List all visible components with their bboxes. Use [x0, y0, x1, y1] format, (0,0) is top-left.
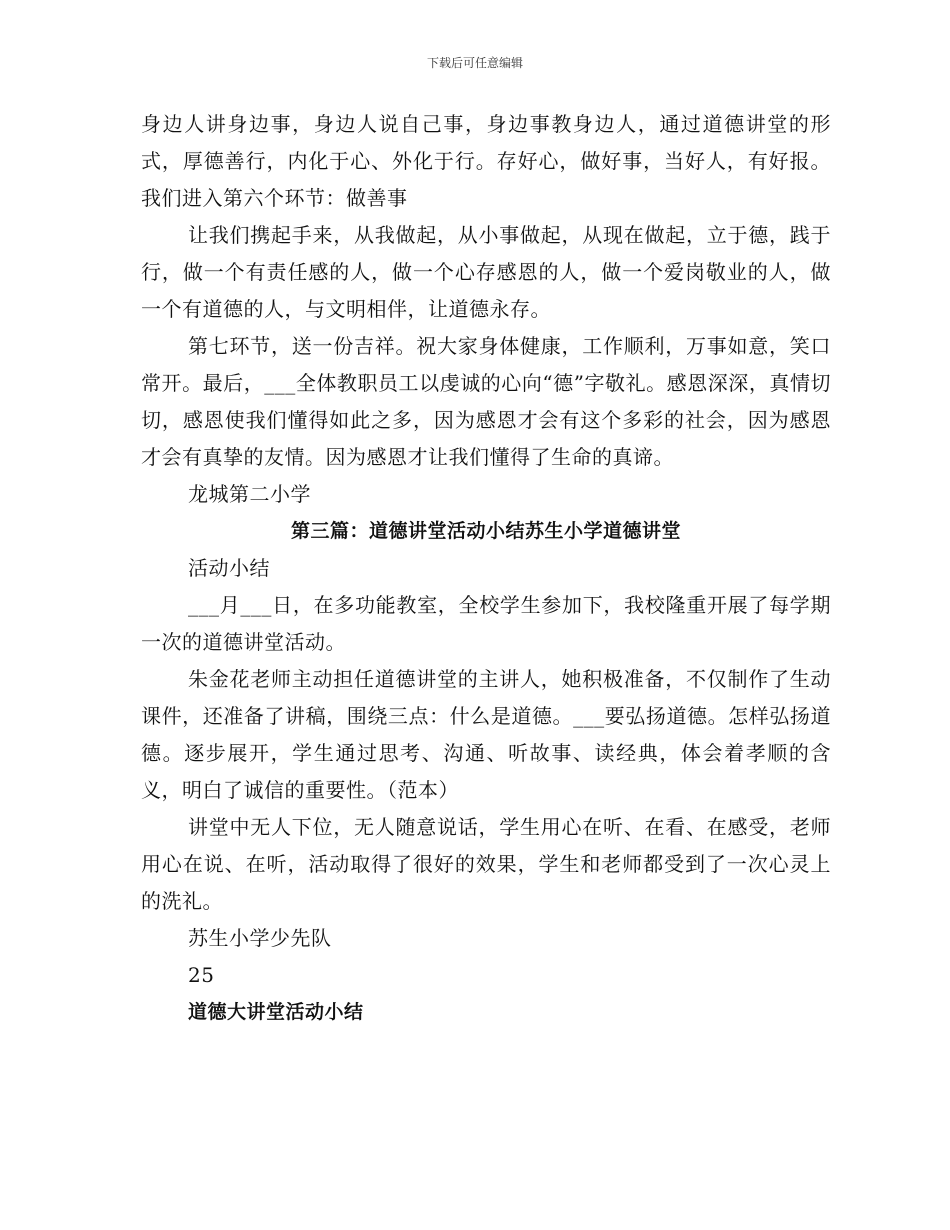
paragraph: 朱金花老师主动担任道德讲堂的主讲人，她积极准备，不仅制作了生动课件，还准备了讲稿，围绕三点：什么是道德。___要弘扬道德。怎样弘扬道德。逐步展开，学生通过思考、沟通、听故事、读经典，体会着孝顺的含义，明白了诚信的重要性。（范本） — [141, 667, 831, 802]
signature-line: 龙城第二小学 — [188, 482, 311, 506]
signature-line: 苏生小学少先队 — [188, 926, 332, 950]
sub-heading: 道德大讲堂活动小结 — [188, 1001, 364, 1023]
section-heading: 第三篇：道德讲堂活动小结苏生小学道德讲堂 — [290, 520, 681, 542]
page-header: 下载后可任意编辑 — [426, 56, 523, 70]
paragraph: 身边人讲身边事，身边人说自己事，身边事教身边人，通过道德讲堂的形式，厚德善行，内化于心、外化于行。存好心，做好事，当好人，有好报。我们进入第六个环节：做善事 — [141, 112, 831, 210]
paragraph: 第七环节，送一份吉祥。祝大家身体健康，工作顺利，万事如意，笑口常开。最后，___全体教职员工以虔诚的心向“德”字敬礼。感恩深深，真情切切，感恩使我们懂得如此之多，因为感恩才会有这个多彩的社会，因为感恩才会有真挚的友情。因为感恩才让我们懂得了生命的真谛。 — [141, 334, 831, 469]
paragraph: ___月___日，在多功能教室，全校学生参加下，我校隆重开展了每学期一次的道德讲堂活动。 — [141, 593, 831, 654]
number-line: 25 — [188, 963, 215, 987]
paragraph: 让我们携起手来，从我做起，从小事做起，从现在做起，立于德，践于行，做一个有责任感的人，做一个心存感恩的人，做一个爱岗敬业的人，做一个有道德的人，与文明相伴，让道德永存。 — [141, 223, 831, 321]
section-label: 活动小结 — [188, 556, 270, 580]
paragraph: 讲堂中无人下位，无人随意说话，学生用心在听、在看、在感受，老师用心在说、在听，活动取得了很好的效果，学生和老师都受到了一次心灵上的洗礼。 — [141, 815, 831, 913]
document-body — [141, 106, 831, 1031]
